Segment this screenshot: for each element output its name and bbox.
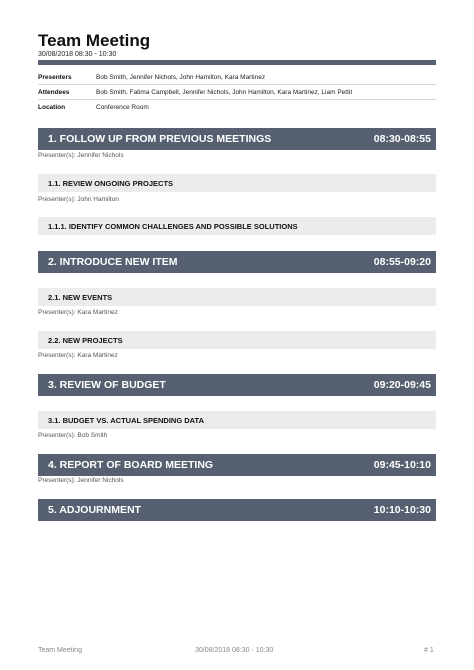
- section-time: 09:20-09:45: [373, 379, 431, 391]
- subsection-title: 1.1. REVIEW ONGOING PROJECTS: [48, 178, 174, 188]
- subsection-header: [38, 217, 436, 235]
- info-value: Bob Smith, Fatima Campbell, Jennifer Nichols, John Hamilton, Kara Martinez, Liam Pettit: [96, 88, 353, 96]
- footer-datetime: 30/08/2018 08:30 - 10:30: [195, 647, 274, 654]
- info-row-location: [38, 100, 436, 115]
- subsection-title: 1.1.1. IDENTIFY COMMON CHALLENGES AND POSSIBLE SOLUTIONS: [48, 221, 298, 231]
- info-label: Attendees: [38, 88, 70, 96]
- subsection-title: 3.1. BUDGET VS. ACTUAL SPENDING DATA: [48, 415, 204, 425]
- subsection-title: 2.1. NEW EVENTS: [48, 292, 113, 302]
- section-time: 08:30-08:55: [373, 133, 431, 145]
- section-time: 08:55-09:20: [373, 256, 431, 268]
- meeting-info-table: [38, 70, 436, 115]
- subsection-header: [38, 174, 436, 192]
- info-value: Bob Smith, Jennifer Nichols, John Hamilton, Kara Martinez: [96, 73, 266, 81]
- info-label: Presenters: [38, 73, 72, 81]
- section-title: 1. FOLLOW UP FROM PREVIOUS MEETINGS: [48, 133, 272, 145]
- footer-title: Team Meeting: [38, 647, 82, 654]
- meeting-datetime: 30/08/2018 08:30 - 10:30: [38, 51, 117, 58]
- subsection-presenter: Presenter(s): John Hamilton: [38, 196, 119, 203]
- section-header: [38, 128, 436, 150]
- subsection-presenter: Presenter(s): Bob Smith: [38, 432, 108, 439]
- section-presenter: Presenter(s): Jennifer Nichols: [38, 477, 124, 484]
- section-title: 2. INTRODUCE NEW ITEM: [48, 256, 178, 268]
- section-header: [38, 499, 436, 521]
- info-label: Location: [38, 104, 66, 111]
- subsection-presenter: Presenter(s): Kara Martinez: [38, 309, 118, 316]
- section-header: [38, 251, 436, 273]
- subsection-header: [38, 331, 436, 349]
- info-value: Conference Room: [96, 104, 149, 111]
- info-row-presenters: [38, 70, 436, 85]
- section-title: 4. REPORT OF BOARD MEETING: [48, 459, 214, 471]
- page-title: Team Meeting: [38, 31, 151, 50]
- title-divider: [38, 60, 436, 65]
- section-time: 09:45-10:10: [373, 459, 431, 471]
- section-header: [38, 374, 436, 396]
- footer-page-number: # 1: [424, 647, 434, 654]
- section-presenter: Presenter(s): Jennifer Nichols: [38, 152, 124, 159]
- subsection-title: 2.2. NEW PROJECTS: [48, 335, 123, 345]
- section-title: 3. REVIEW OF BUDGET: [48, 379, 166, 391]
- subsection-presenter: Presenter(s): Kara Martinez: [38, 352, 118, 359]
- section-title: 5. ADJOURNMENT: [48, 504, 141, 516]
- subsection-header: [38, 411, 436, 429]
- info-row-attendees: [38, 85, 436, 100]
- section-time: 10:10-10:30: [373, 504, 431, 516]
- agenda-page: [38, 0, 436, 670]
- section-header: [38, 454, 436, 476]
- subsection-header: [38, 288, 436, 306]
